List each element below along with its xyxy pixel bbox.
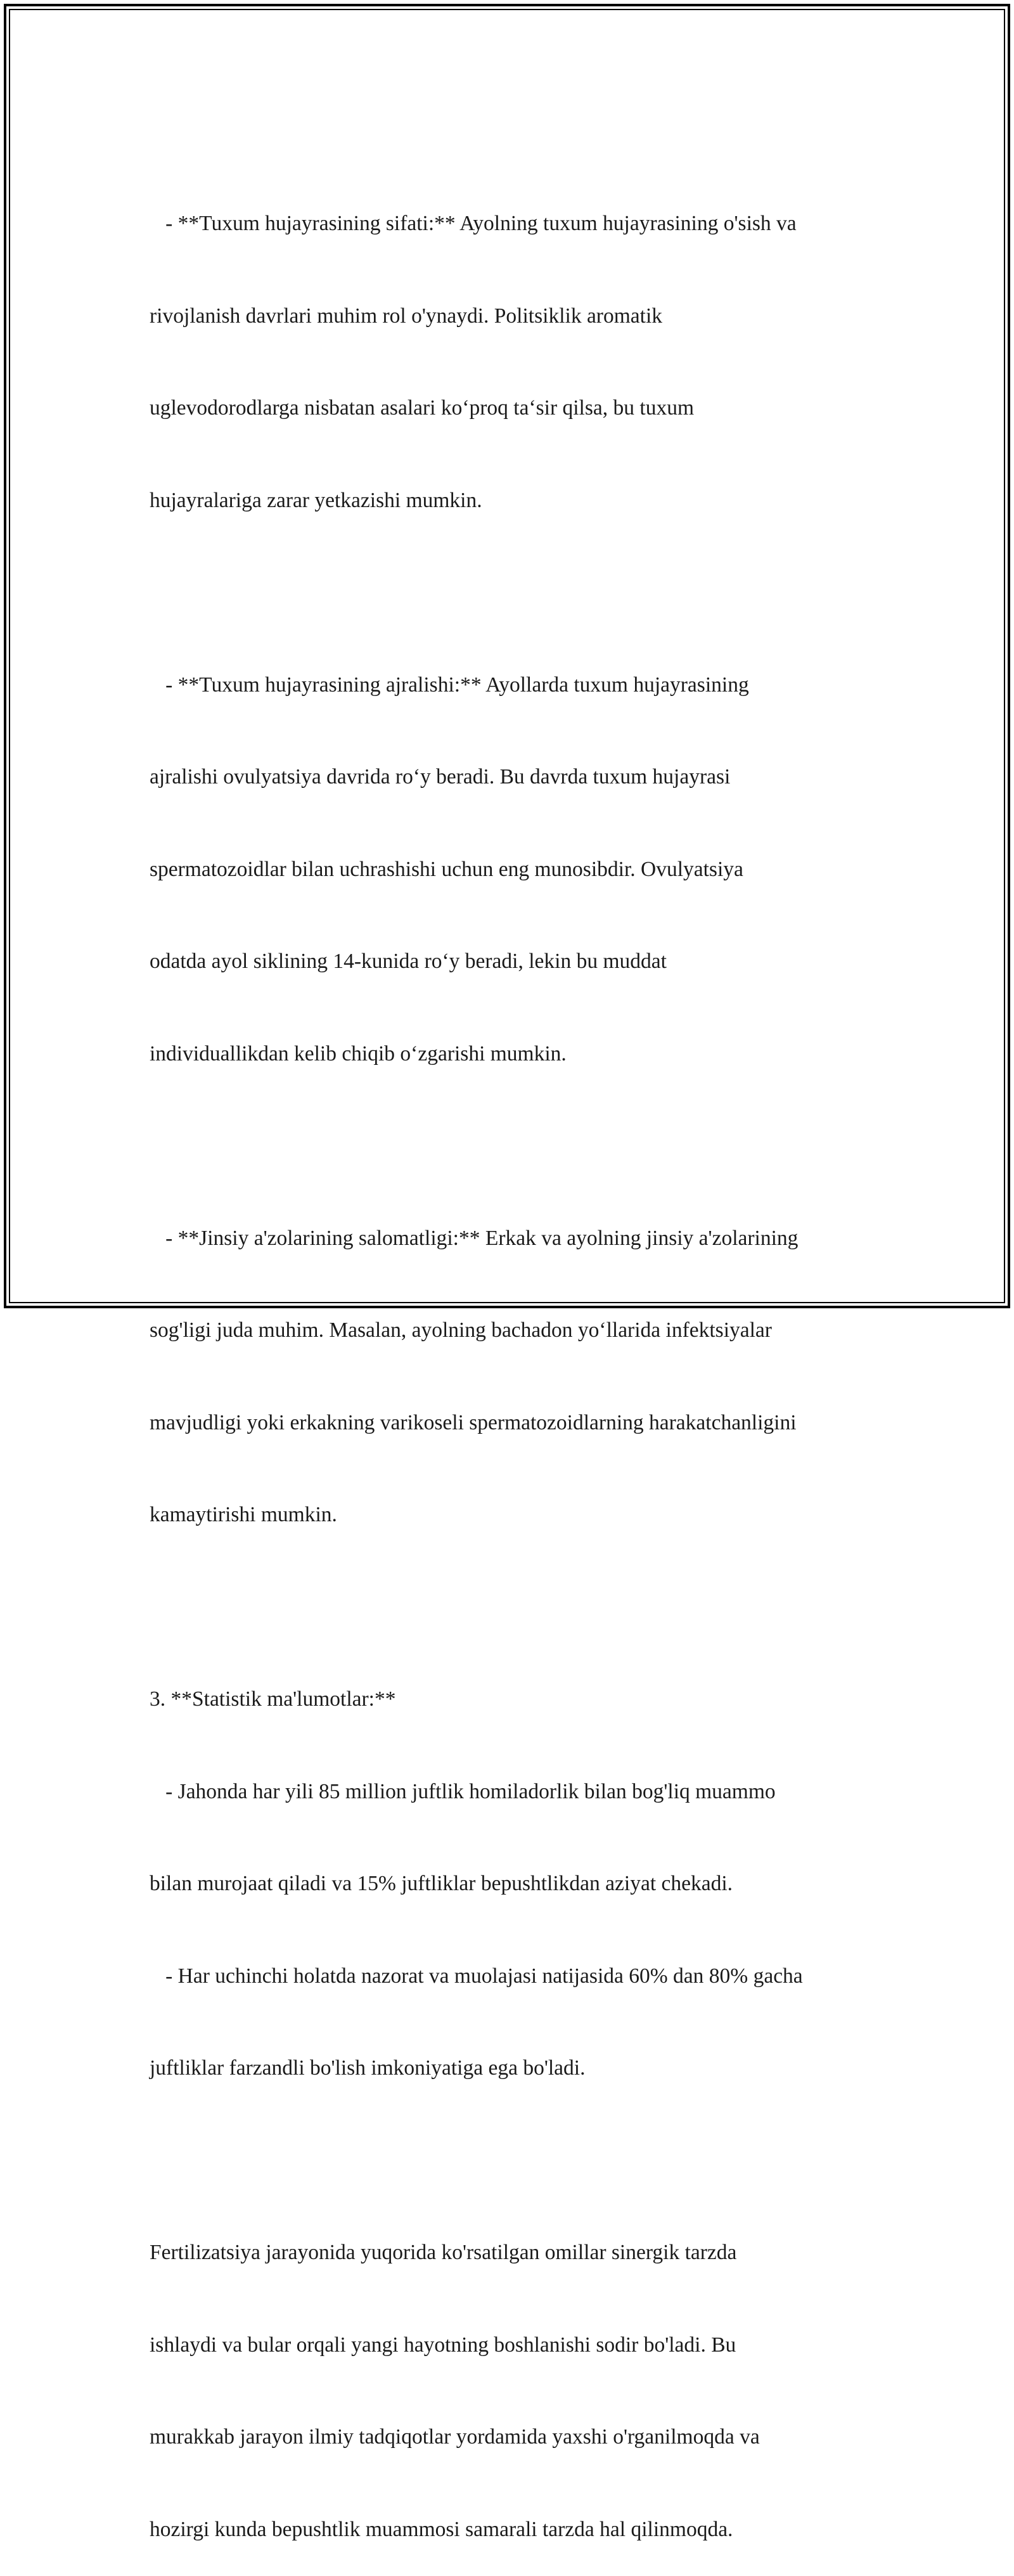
text-line: spermatozoidlar bilan uchrashishi uchun eng munosibdir. Ovulyatsiya xyxy=(150,857,743,881)
text-line: hozirgi kunda bepushtlik muammosi samarali tarzda hal qilinmoqda. xyxy=(150,2517,733,2541)
text-line: kamaytirishi mumkin. xyxy=(150,1503,337,1526)
text-line: - **Jinsiy a'zolarining salomatligi:** Erkak va ayolning jinsiy a'zolarining xyxy=(150,1226,799,1250)
text-line: sog'ligi juda muhim. Masalan, ayolning bachadon yo‘llarida infektsiyalar xyxy=(150,1318,772,1342)
text-line: hujayralariga zarar yetkazishi mumkin. xyxy=(150,488,482,512)
text-line: juftliklar farzandli bo'lish imkoniyatiga ega bo'ladi. xyxy=(150,2056,586,2080)
document-body xyxy=(150,147,885,2576)
text-line: Fertilizatsiya jarayonida yuqorida ko'rsatilgan omillar sinergik tarzda xyxy=(150,2241,737,2264)
text-line: - **Tuxum hujayrasining ajralishi:** Ayollarda tuxum hujayrasining xyxy=(150,673,749,697)
text-line: murakkab jarayon ilmiy tadqiqotlar yordamida yaxshi o'rganilmoqda va xyxy=(150,2425,760,2449)
text-line: bilan murojaat qiladi va 15% juftliklar bepushtlikdan aziyat chekadi. xyxy=(150,1872,733,1895)
blank-line xyxy=(150,2146,885,2177)
text-line: odatda ayol siklining 14-kunida ro‘y beradi, lekin bu muddat xyxy=(150,950,667,973)
text-line: ajralishi ovulyatsiya davrida ro‘y beradi. Bu davrda tuxum hujayrasi xyxy=(150,765,731,789)
text-line: individuallikdan kelib chiqib o‘zgarishi mumkin. xyxy=(150,1041,567,1066)
text-line: mavjudligi yoki erkakning varikoseli spermatozoidlarning harakatchanligini xyxy=(150,1410,797,1434)
blank-line xyxy=(150,1131,885,1162)
text-line: - Har uchinchi holatda nazorat va muolajasi natijasida 60% dan 80% gacha xyxy=(150,1964,803,1988)
text-line: rivojlanish davrlari muhim rol o'ynaydi. Politsiklik aromatik xyxy=(150,304,663,328)
blank-line xyxy=(150,577,885,609)
section-heading: 3. **Statistik ma'lumotlar:** xyxy=(150,1687,396,1711)
text-line: uglevodorodlarga nisbatan asalari ko‘proq ta‘sir qilsa, bu tuxum xyxy=(150,396,695,420)
text-line: ishlaydi va bular orqali yangi hayotning boshlanishi sodir bo'ladi. Bu xyxy=(150,2333,736,2357)
blank-line xyxy=(150,1592,885,1623)
text-line: - **Tuxum hujayrasining sifati:** Ayolning tuxum hujayrasining o'sish va xyxy=(150,212,797,235)
text-line: - Jahonda har yili 85 million juftlik homiladorlik bilan bog'liq muammo xyxy=(150,1779,776,1803)
